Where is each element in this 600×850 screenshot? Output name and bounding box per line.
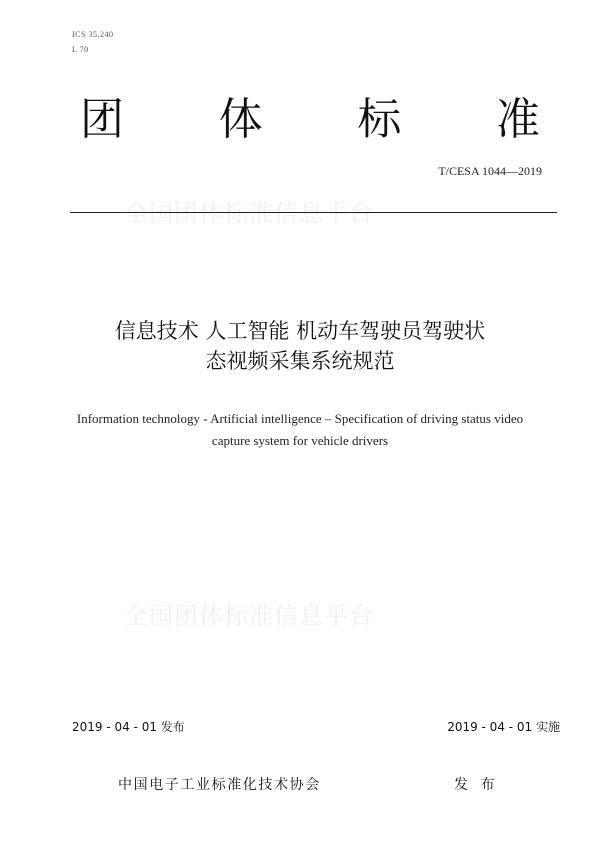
ccs-code: L 70 xyxy=(72,45,89,54)
standard-code: T/CESA 1044—2019 xyxy=(438,164,542,178)
title-english-line-1: Information technology - Artificial intelligence – Specification of driving status video xyxy=(76,411,524,426)
title-english-line-2: capture system for vehicle drivers xyxy=(211,433,389,448)
issued-label: 发 布 xyxy=(454,777,499,793)
standard-type-char: 准 xyxy=(495,94,540,145)
title-chinese-line-1: 信息技术 人工智能 机动车驾驶员驾驶状 xyxy=(114,319,486,343)
standard-type-heading xyxy=(80,92,540,148)
title-english xyxy=(40,408,560,452)
standard-type-char: 体 xyxy=(218,94,263,145)
standard-type-char: 标 xyxy=(357,94,402,145)
title-chinese-line-2: 态视频采集系统规范 xyxy=(205,349,395,373)
watermark-middle: 全国团体标准信息平台 xyxy=(124,602,374,630)
title-chinese xyxy=(40,316,560,376)
issue-date: 2019 - 04 - 01 发布 xyxy=(72,720,185,734)
implementation-date: 2019 - 04 - 01 实施 xyxy=(447,720,560,734)
watermark-top: 全国团体标准信息平台 xyxy=(124,199,374,227)
ics-code: ICS 35.240 xyxy=(72,30,114,39)
issuing-organization: 中国电子工业标准化技术协会 xyxy=(118,777,321,793)
standard-type-char: 团 xyxy=(80,94,124,145)
